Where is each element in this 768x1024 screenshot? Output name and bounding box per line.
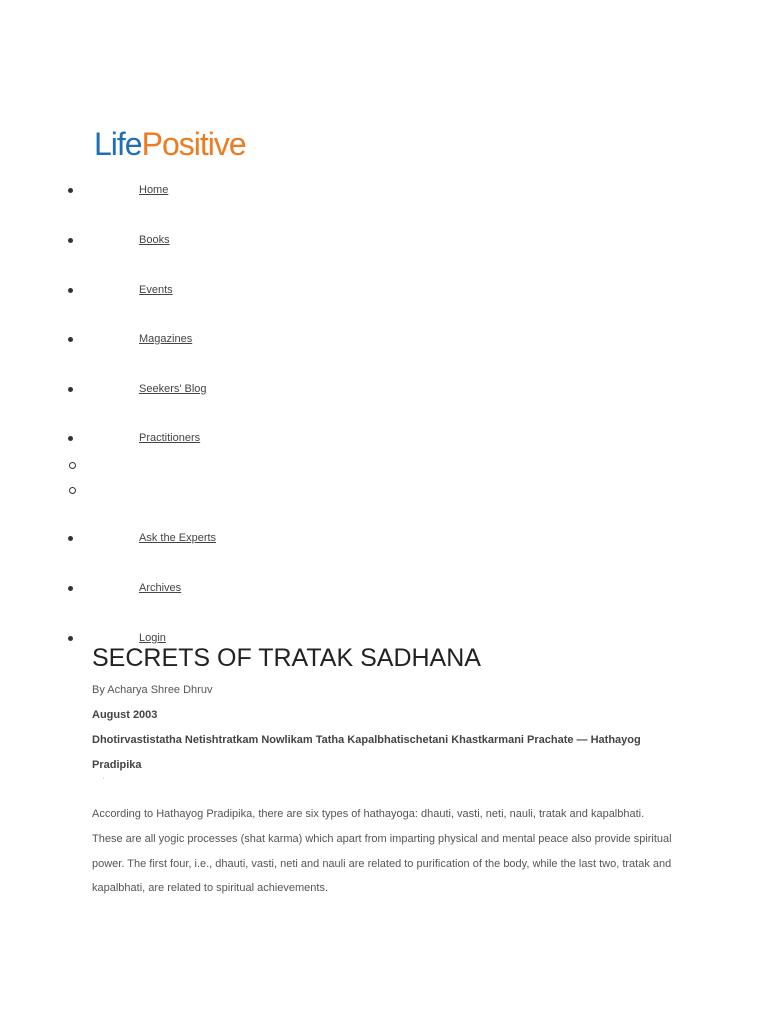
lifepositive-logo[interactable]	[94, 124, 246, 164]
nav-item-books	[0, 232, 300, 252]
nav-link-practitioners[interactable]: Practitioners	[139, 432, 201, 444]
nav-subitem-empty-1	[0, 456, 300, 476]
bullet-icon	[68, 238, 73, 243]
hollow-bullet-icon	[69, 462, 76, 469]
nav-subitem-empty-2	[0, 481, 300, 501]
article-title: SECRETS OF TRATAK SADHANA	[92, 644, 481, 672]
nav-link-magazines[interactable]: Magazines	[139, 333, 193, 345]
nav-link-books[interactable]: Books	[139, 234, 170, 246]
nav-item-events	[0, 282, 300, 302]
bullet-icon	[68, 337, 73, 342]
nav-link-login[interactable]: Login	[139, 632, 166, 644]
nav-item-home	[0, 182, 300, 202]
nav-item-practitioners	[0, 430, 300, 450]
nav-link-ask-the-experts[interactable]: Ask the Experts	[139, 532, 217, 544]
bullet-icon	[68, 188, 73, 193]
bullet-icon	[68, 536, 73, 541]
bullet-icon	[68, 636, 73, 641]
nav-item-archives	[0, 580, 300, 600]
logo-life-text: Life	[94, 126, 142, 162]
nav-item-ask-the-experts	[0, 530, 300, 550]
bullet-icon	[68, 436, 73, 441]
hollow-bullet-icon	[69, 487, 76, 494]
article-byline: By Acharya Shree Dhruv	[92, 684, 213, 696]
stray-mark: '	[103, 778, 105, 784]
bullet-icon	[68, 387, 73, 392]
nav-link-home[interactable]: Home	[139, 184, 169, 196]
nav-item-seekers-blog	[0, 381, 300, 401]
nav-link-archives[interactable]: Archives	[139, 582, 182, 594]
article-epigraph: Dhotirvastistatha Netishtratkam Nowlikam Tatha Kapalbhatischetani Khastkarmani Prachate — Hathayog Pradipika	[92, 734, 641, 771]
bullet-icon	[68, 288, 73, 293]
logo-positive-text: Positive	[141, 126, 246, 162]
bullet-icon	[68, 586, 73, 591]
nav-link-seekers-blog[interactable]: Seekers' Blog	[139, 383, 207, 395]
article-date: August 2003	[92, 709, 158, 721]
article-body-paragraph: According to Hathayog Pradipika, there are six types of hathayoga: dhauti, vasti, neti, nauli, tratak and kapalbhati. These are all yogic processes (shat karma) which apart from imparting physical and mental peace also provide spiritual power. The first four, i.e., dhauti, vasti, neti and nauli are related to purification of the body, while the last two, tratak and kapalbhati, are related to spiritual achievements.	[92, 808, 672, 895]
nav-item-magazines	[0, 331, 300, 351]
nav-link-events[interactable]: Events	[139, 284, 173, 296]
